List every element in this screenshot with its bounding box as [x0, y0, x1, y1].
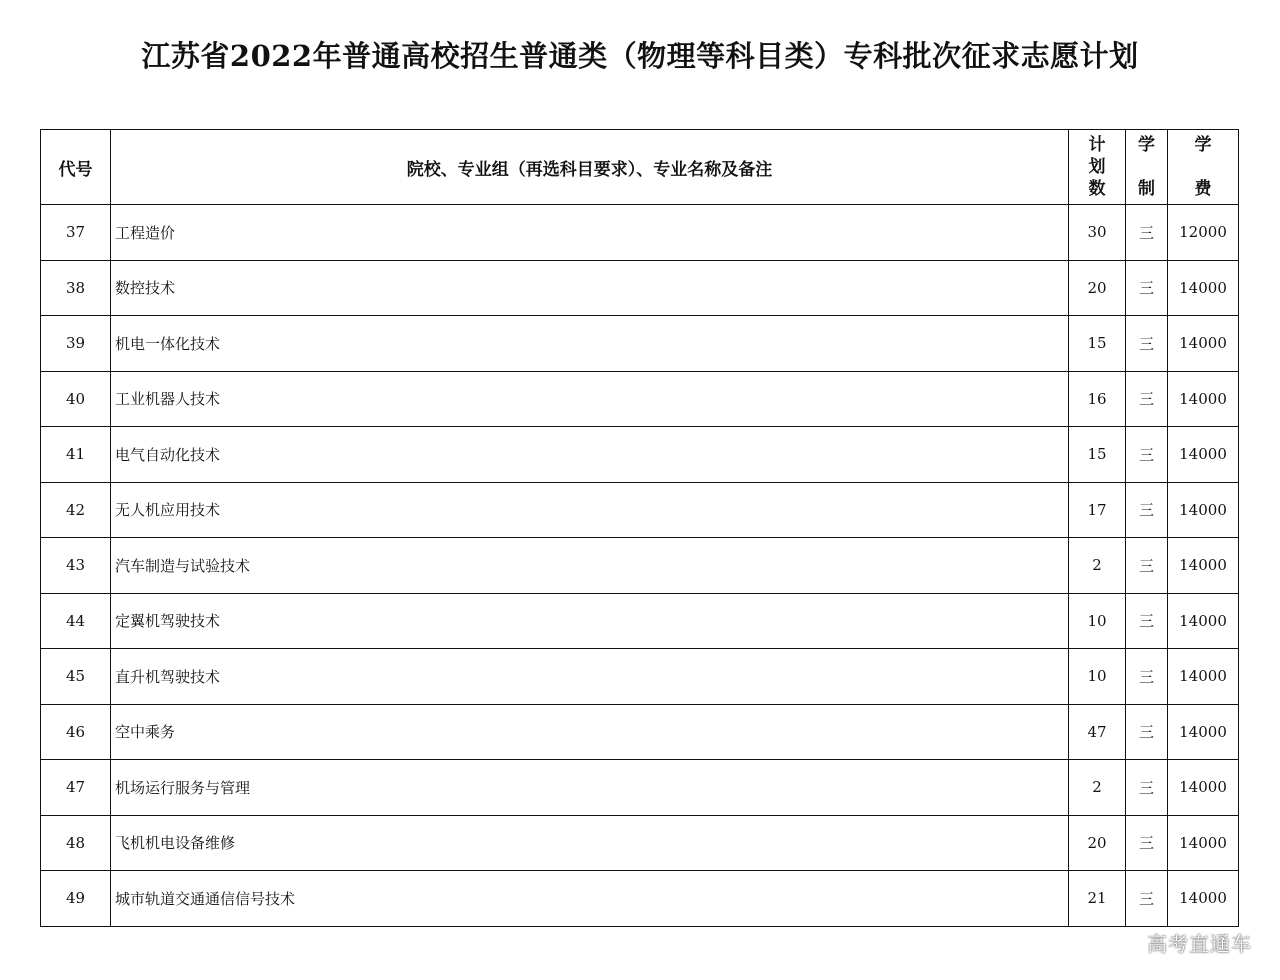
- cell-code: 43: [41, 538, 111, 594]
- cell-code: 38: [41, 260, 111, 316]
- header-fee-char-1: 学: [1194, 135, 1212, 155]
- cell-tuition: 14000: [1168, 482, 1239, 538]
- cell-major-name: 无人机应用技术: [111, 482, 1069, 538]
- cell-tuition: 14000: [1168, 704, 1239, 760]
- cell-plan-count: 10: [1069, 649, 1126, 705]
- cell-tuition: 14000: [1168, 427, 1239, 483]
- header-plan-char-2: 划: [1088, 157, 1106, 177]
- cell-major-name: 飞机机电设备维修: [111, 815, 1069, 871]
- cell-tuition: 14000: [1168, 871, 1239, 927]
- cell-plan-count: 2: [1069, 538, 1126, 594]
- header-study-length: [1126, 130, 1168, 205]
- cell-study-length: 三: [1126, 871, 1168, 927]
- header-name: 院校、专业组（再选科目要求）、专业名称及备注: [111, 130, 1069, 205]
- cell-tuition: 14000: [1168, 649, 1239, 705]
- header-fee-char-2: 费: [1194, 179, 1212, 199]
- cell-major-name: 直升机驾驶技术: [111, 649, 1069, 705]
- cell-study-length: 三: [1126, 371, 1168, 427]
- table-row: [41, 482, 1239, 538]
- cell-major-name: 数控技术: [111, 260, 1069, 316]
- cell-code: 47: [41, 760, 111, 816]
- enrollment-plan-table-wrapper: [40, 129, 1235, 927]
- cell-tuition: 14000: [1168, 815, 1239, 871]
- cell-plan-count: 47: [1069, 704, 1126, 760]
- cell-plan-count: 10: [1069, 593, 1126, 649]
- table-row: [41, 704, 1239, 760]
- cell-tuition: 14000: [1168, 760, 1239, 816]
- cell-code: 49: [41, 871, 111, 927]
- table-row: [41, 649, 1239, 705]
- cell-study-length: 三: [1126, 260, 1168, 316]
- cell-code: 42: [41, 482, 111, 538]
- table-row: [41, 427, 1239, 483]
- header-plan-char-1: 计: [1088, 135, 1106, 155]
- cell-study-length: 三: [1126, 427, 1168, 483]
- cell-code: 45: [41, 649, 111, 705]
- header-length-char-1: 学: [1138, 135, 1155, 155]
- table-row: [41, 815, 1239, 871]
- cell-code: 41: [41, 427, 111, 483]
- cell-study-length: 三: [1126, 593, 1168, 649]
- cell-major-name: 电气自动化技术: [111, 427, 1069, 483]
- cell-major-name: 定翼机驾驶技术: [111, 593, 1069, 649]
- table-header: [41, 130, 1239, 205]
- cell-code: 44: [41, 593, 111, 649]
- cell-plan-count: 16: [1069, 371, 1126, 427]
- cell-tuition: 14000: [1168, 371, 1239, 427]
- cell-major-name: 城市轨道交通通信信号技术: [111, 871, 1069, 927]
- cell-study-length: 三: [1126, 538, 1168, 594]
- cell-study-length: 三: [1126, 316, 1168, 372]
- cell-plan-count: 15: [1069, 427, 1126, 483]
- cell-plan-count: 15: [1069, 316, 1126, 372]
- table-row: [41, 260, 1239, 316]
- table-row: [41, 871, 1239, 927]
- cell-major-name: 工业机器人技术: [111, 371, 1069, 427]
- table-row: [41, 371, 1239, 427]
- header-length-char-2: 制: [1138, 179, 1155, 199]
- cell-major-name: 工程造价: [111, 205, 1069, 261]
- watermark-text: 高考直通车: [1147, 932, 1252, 956]
- table-row: [41, 538, 1239, 594]
- cell-plan-count: 20: [1069, 815, 1126, 871]
- enrollment-plan-table: [40, 129, 1239, 927]
- cell-tuition: 14000: [1168, 316, 1239, 372]
- cell-study-length: 三: [1126, 815, 1168, 871]
- cell-plan-count: 2: [1069, 760, 1126, 816]
- header-plan-count: [1069, 130, 1126, 205]
- document-title: 江苏省2022年普通高校招生普通类（物理等科目类）专科批次征求志愿计划: [141, 39, 1139, 73]
- cell-plan-count: 17: [1069, 482, 1126, 538]
- cell-code: 40: [41, 371, 111, 427]
- table-body: [41, 205, 1239, 927]
- cell-code: 48: [41, 815, 111, 871]
- table-row: [41, 593, 1239, 649]
- table-row: [41, 760, 1239, 816]
- cell-study-length: 三: [1126, 205, 1168, 261]
- cell-tuition: 12000: [1168, 205, 1239, 261]
- cell-code: 37: [41, 205, 111, 261]
- table-row: [41, 205, 1239, 261]
- cell-major-name: 机电一体化技术: [111, 316, 1069, 372]
- header-code: 代号: [41, 130, 111, 205]
- header-plan-char-3: 数: [1088, 179, 1106, 199]
- cell-plan-count: 21: [1069, 871, 1126, 927]
- cell-tuition: 14000: [1168, 593, 1239, 649]
- cell-study-length: 三: [1126, 760, 1168, 816]
- cell-plan-count: 30: [1069, 205, 1126, 261]
- cell-major-name: 汽车制造与试验技术: [111, 538, 1069, 594]
- header-tuition: [1168, 130, 1239, 205]
- cell-major-name: 空中乘务: [111, 704, 1069, 760]
- cell-code: 46: [41, 704, 111, 760]
- table-row: [41, 316, 1239, 372]
- header-row: [41, 130, 1239, 205]
- cell-study-length: 三: [1126, 482, 1168, 538]
- cell-tuition: 14000: [1168, 538, 1239, 594]
- cell-plan-count: 20: [1069, 260, 1126, 316]
- cell-study-length: 三: [1126, 649, 1168, 705]
- cell-code: 39: [41, 316, 111, 372]
- cell-tuition: 14000: [1168, 260, 1239, 316]
- cell-study-length: 三: [1126, 704, 1168, 760]
- cell-major-name: 机场运行服务与管理: [111, 760, 1069, 816]
